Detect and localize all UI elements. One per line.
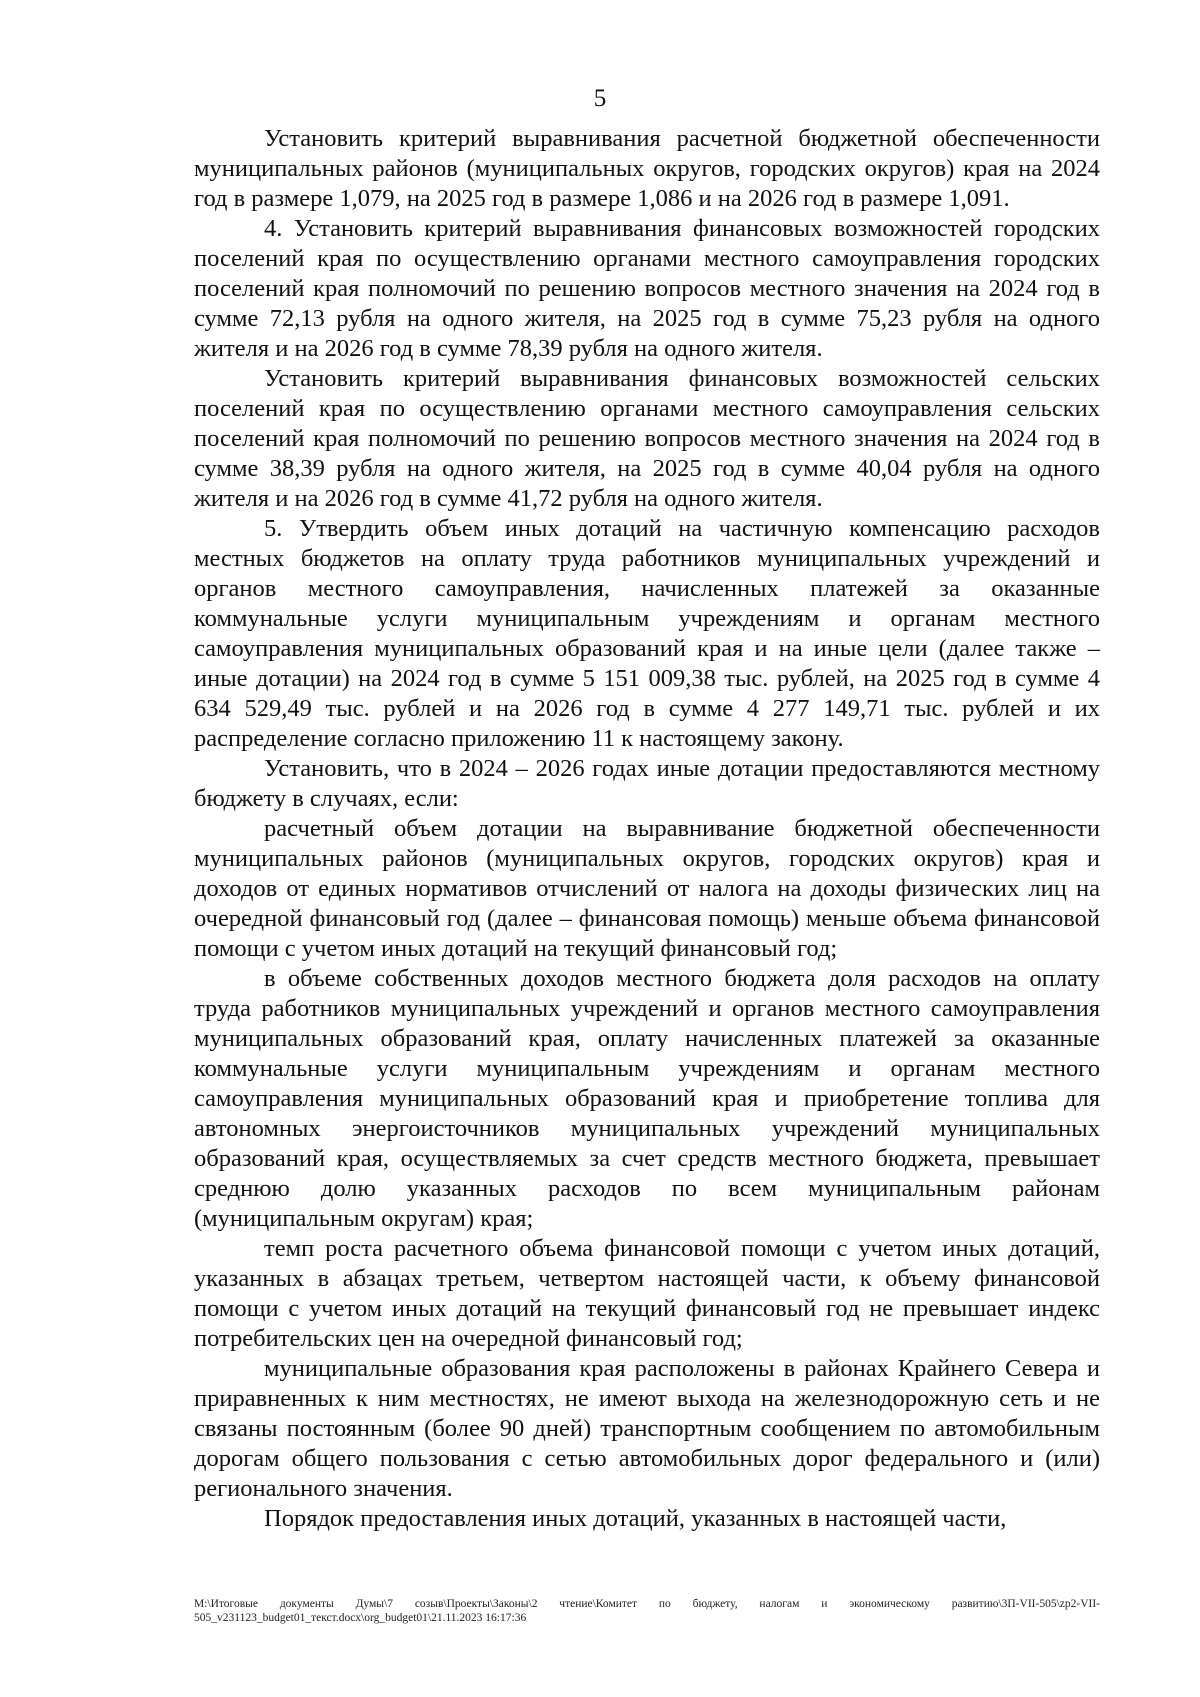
- paragraph-condition-financial-aid: расчетный объем дотации на выравнивание бюджетной обеспеченности муниципальных районов (муниципальных округов, городских округов) края и доходов от единых нормативов отчислений от налога на доходы физических лиц на очередной финансовый год (далее – финансовая помощь) меньше объема финансовой помощи с учетом иных дотаций на текущий финансовый год;: [194, 815, 1100, 962]
- paragraph-equalization-criterion-districts: Установить критерий выравнивания расчетной бюджетной обеспеченности муниципальных районов (муниципальных округов, городских округов) края на 2024 год в размере 1,079, на 2025 год в размере 1,086 и на 2026 год в размере 1,091.: [194, 125, 1100, 212]
- paragraph-condition-expense-share: в объеме собственных доходов местного бюджета доля расходов на оплату труда работников муниципальных учреждений и органов местного самоуправления муниципальных образований края, оплату начисленных платежей за оказанные коммунальные услуги муниципальным учреждениям и органам местного самоуправления муниципальных образований края и приобретение топлива для автономных энергоисточников муниципальных учреждений муниципальных образований края, осуществляемых за счет средств местного бюджета, превышает среднюю долю указанных расходов по всем муниципальным районам (муниципальным округам) края;: [194, 965, 1100, 1232]
- paragraph-condition-growth-rate: темп роста расчетного объема финансовой помощи с учетом иных дотаций, указанных в абзацах третьем, четвертом настоящей части, к объему финансовой помощи с учетом иных дотаций на текущий финансовый год не превышает индекс потребительских цен на очередной финансовый год;: [194, 1235, 1100, 1352]
- page-number: 5: [593, 85, 607, 112]
- paragraph-4-urban-settlements: 4. Установить критерий выравнивания финансовых возможностей городских поселений края по осуществлению органами местного самоуправления городских поселений края полномочий по решению вопросов местного значения на 2024 год в сумме 72,13 рубля на одного жителя, на 2025 год в сумме 75,23 рубля на одного жителя и на 2026 год в сумме 78,39 рубля на одного жителя.: [194, 215, 1100, 362]
- footer-file-path: M:\Итоговые документы Думы\7 созыв\Проекты\Законы\2 чтение\Комитет по бюджету, налогам и экономическому развитию\3П-VII-505\zp2-VII-505_v231123_budget01_текст.docx\org_budget01\21.11.2023 16:17:36: [194, 1598, 1100, 1624]
- document-body: [194, 124, 1100, 1534]
- paragraph-conditions-intro: Установить, что в 2024 – 2026 годах иные дотации предоставляются местному бюджету в случаях, если:: [194, 755, 1100, 812]
- paragraph-procedure: Порядок предоставления иных дотаций, указанных в настоящей части,: [264, 1505, 1007, 1532]
- paragraph-rural-settlements: Установить критерий выравнивания финансовых возможностей сельских поселений края по осуществлению органами местного самоуправления сельских поселений края полномочий по решению вопросов местного значения на 2024 год в сумме 38,39 рубля на одного жителя, на 2025 год в сумме 40,04 рубля на одного жителя и на 2026 год в сумме 41,72 рубля на одного жителя.: [194, 365, 1100, 512]
- paragraph-condition-far-north: муниципальные образования края расположены в районах Крайнего Севера и приравненных к ним местностях, не имеют выхода на железнодорожную сеть и не связаны постоянным (более 90 дней) транспортным сообщением по автомобильным дорогам общего пользования с сетью автомобильных дорог федерального и (или) регионального значения.: [194, 1355, 1100, 1502]
- paragraph-5-other-subsidies: 5. Утвердить объем иных дотаций на частичную компенсацию расходов местных бюджетов на оплату труда работников муниципальных учреждений и органов местного самоуправления, начисленных платежей за оказанные коммунальные услуги муниципальным учреждениям и органам местного самоуправления муниципальных образований края и на иные цели (далее также – иные дотации) на 2024 год в сумме 5 151 009,38 тыс. рублей, на 2025 год в сумме 4 634 529,49 тыс. рублей и на 2026 год в сумме 4 277 149,71 тыс. рублей и их распределение согласно приложению 11 к настоящему закону.: [194, 515, 1100, 752]
